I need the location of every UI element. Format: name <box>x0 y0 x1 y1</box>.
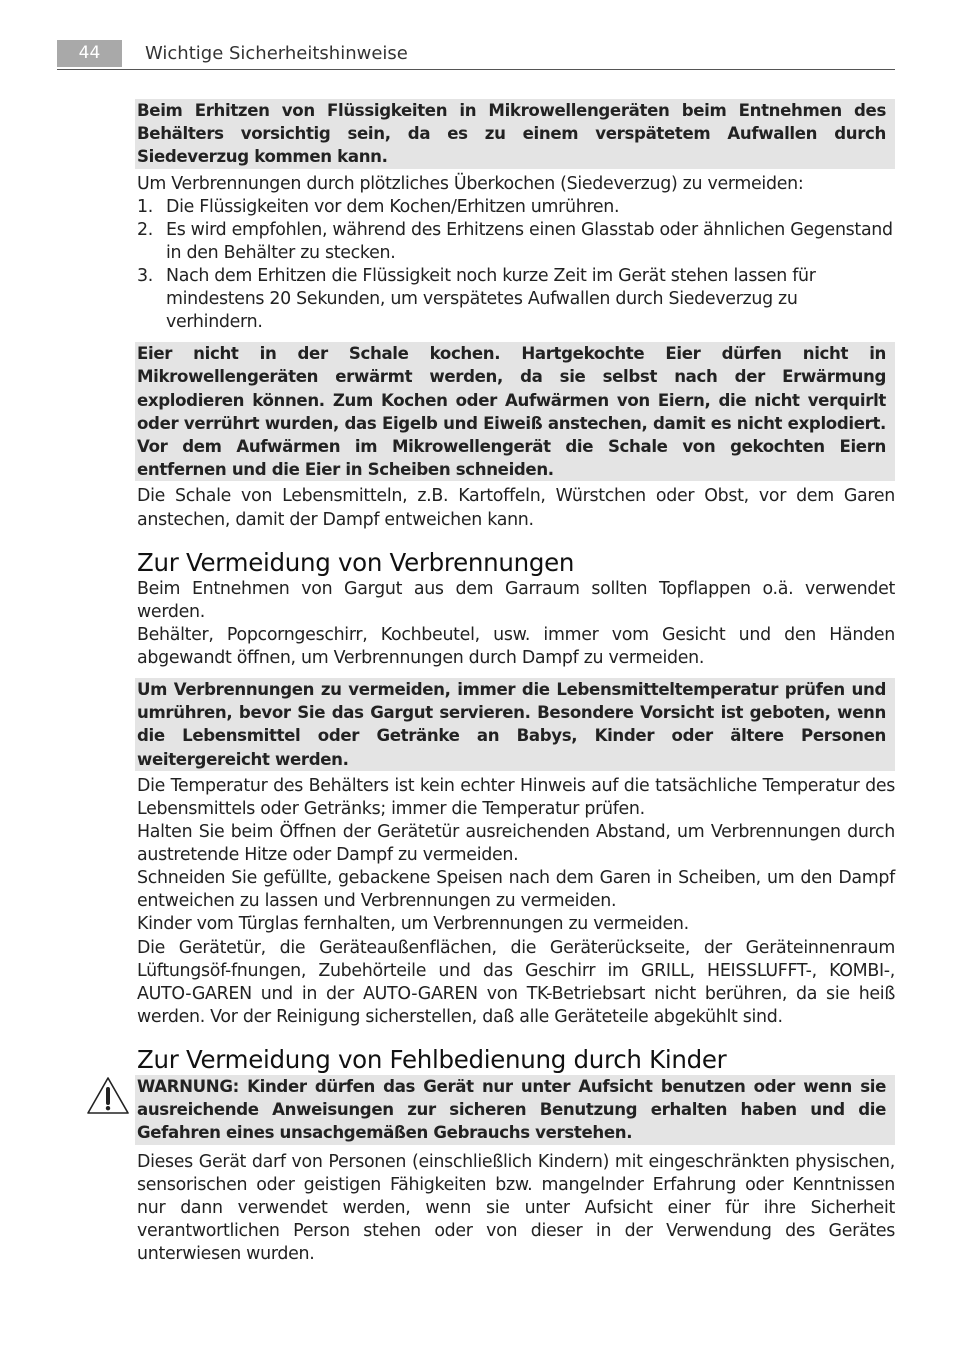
oven-gloves-paragraph: Beim Entnehmen von Gargut aus dem Garraum sollten Topflappen o.ä. verwendet werden. <box>137 578 895 622</box>
container-temperature-paragraph: Die Temperatur des Behälters ist kein echter Hinweis auf die tatsächliche Temperatur des Lebensmittels oder Getränks; immer die Temperatur prüfen. <box>137 775 895 819</box>
children-warning-block <box>137 1075 895 1145</box>
list-item <box>137 219 895 265</box>
header-rule <box>57 69 895 70</box>
list-item <box>137 265 895 334</box>
reduced-capabilities-paragraph: Dieses Gerät darf von Personen (einschließlich Kindern) mit eingeschränkten physischen, sensorischen oder geistigen Fähigkeiten bzw. mangelnder Erfahrung oder Kenntnissen nur dann verwendet werden, wenn sie unter Aufsicht einer für ihre Sicherheit verantwortlichen Person stehen oder von dieser in der Verwendung des Gerätes unterwiesen wurden. <box>137 1151 895 1264</box>
heading-children: Zur Vermeidung von Fehlbedienung durch Kinder <box>137 1044 727 1074</box>
running-title: Wichtige Sicherheitshinweise <box>145 43 408 64</box>
hot-surfaces-paragraph: Die Gerätetür, die Geräteaußenflächen, die Geräterückseite, der Geräteinnenraum Lüftungsöf-fnungen, Zubehörteile und das Geschirr im GRILL, HEISSLUFFT-, KOMBI-, AUTO-GAREN und in der AUTO-GAREN von TK-Betriebsart nicht berühren, da sie heiß werden. Vor der Reinigung sicherstellen, daß alle Geräteteile abgekühlt sind. <box>137 937 895 1027</box>
open-containers-paragraph: Behälter, Popcorngeschirr, Kochbeutel, usw. immer vom Gesicht und den Händen abgewandt öffnen, um Verbrennungen durch Dampf zu vermeiden. <box>137 624 895 668</box>
egg-warning: Eier nicht in der Schale kochen. Hartgekochte Eier dürfen nicht in Mikrowellengeräten erwärmt werden, da sie selbst nach der Erwärmung explodieren können. Zum Kochen oder Aufwärmen von Eiern, die nicht verquirlt oder verrührt wurden, das Eigelb und Eiweiß anstechen, damit es nicht explodiert. Vor dem Aufwärmen im Mikrowellengerät die Schale von gekochten Eiern entfernen und die Eier in Scheiben schneiden. <box>135 342 895 481</box>
heading-burns: Zur Vermeidung von Verbrennungen <box>137 547 575 577</box>
hot-liquid-warning: Beim Erhitzen von Flüssigkeiten in Mikrowellengeräten beim Entnehmen des Behälters vorsichtig sein, da es zu einem verspätetem Aufwallen durch Siedeverzug kommen kann. <box>135 99 895 169</box>
boilover-intro: Um Verbrennungen durch plötzliches Überkochen (Siedeverzug) zu vermeiden: <box>137 173 804 194</box>
door-glass-paragraph: Kinder vom Türglas fernhalten, um Verbrennungen zu vermeiden. <box>137 914 689 935</box>
door-distance-paragraph: Halten Sie beim Öffnen der Gerätetür ausreichenden Abstand, um Verbrennungen durch austretende Hitze oder Dampf zu vermeiden. <box>137 822 895 866</box>
list-item <box>137 196 895 219</box>
filled-food-paragraph: Schneiden Sie gefüllte, gebackene Speisen nach dem Garen in Scheiben, um den Dampf entweichen zu lassen und Verbrennungen zu vermeiden. <box>137 868 895 912</box>
page-header <box>57 40 895 70</box>
food-temperature-warning: Um Verbrennungen zu vermeiden, immer die Lebensmitteltemperatur prüfen und umrühren, bevor Sie das Gargut servieren. Besondere Vorsicht ist geboten, wenn die Lebensmittel oder Getränke an Babys, Kinder oder ältere Personen weitergereicht werden. <box>135 678 895 771</box>
step-number: 2. <box>137 219 153 240</box>
page-content <box>137 99 895 1266</box>
children-warning: WARNUNG: Kinder dürfen das Gerät nur unter Aufsicht benutzen oder wenn sie ausreichende Anweisungen zur sicheren Benutzung erhalten haben und die Gefahren eines unsachgemäßen Gebrauchs verstehen. <box>135 1075 895 1145</box>
step-number: 1. <box>137 196 153 217</box>
page-number: 44 <box>57 40 122 67</box>
step-text: Nach dem Erhitzen die Flüssigkeit noch kurze Zeit im Gerät stehen lassen für mindestens 20 Sekunden, um verspätetes Aufwallen durch Siedeverzug zu verhindern. <box>166 265 816 333</box>
boilover-steps <box>137 196 895 335</box>
pierce-skin-paragraph: Die Schale von Lebensmitteln, z.B. Kartoffeln, Würstchen oder Obst, vor dem Garen anstechen, damit der Dampf entweichen kann. <box>137 486 895 530</box>
warning-triangle-icon <box>85 1075 131 1117</box>
step-number: 3. <box>137 265 153 286</box>
step-text: Es wird empfohlen, während des Erhitzens einen Glasstab oder ähnlichen Gegenstand in den Behälter zu stecken. <box>166 219 893 263</box>
step-text: Die Flüssigkeiten vor dem Kochen/Erhitzen umrühren. <box>166 196 620 217</box>
